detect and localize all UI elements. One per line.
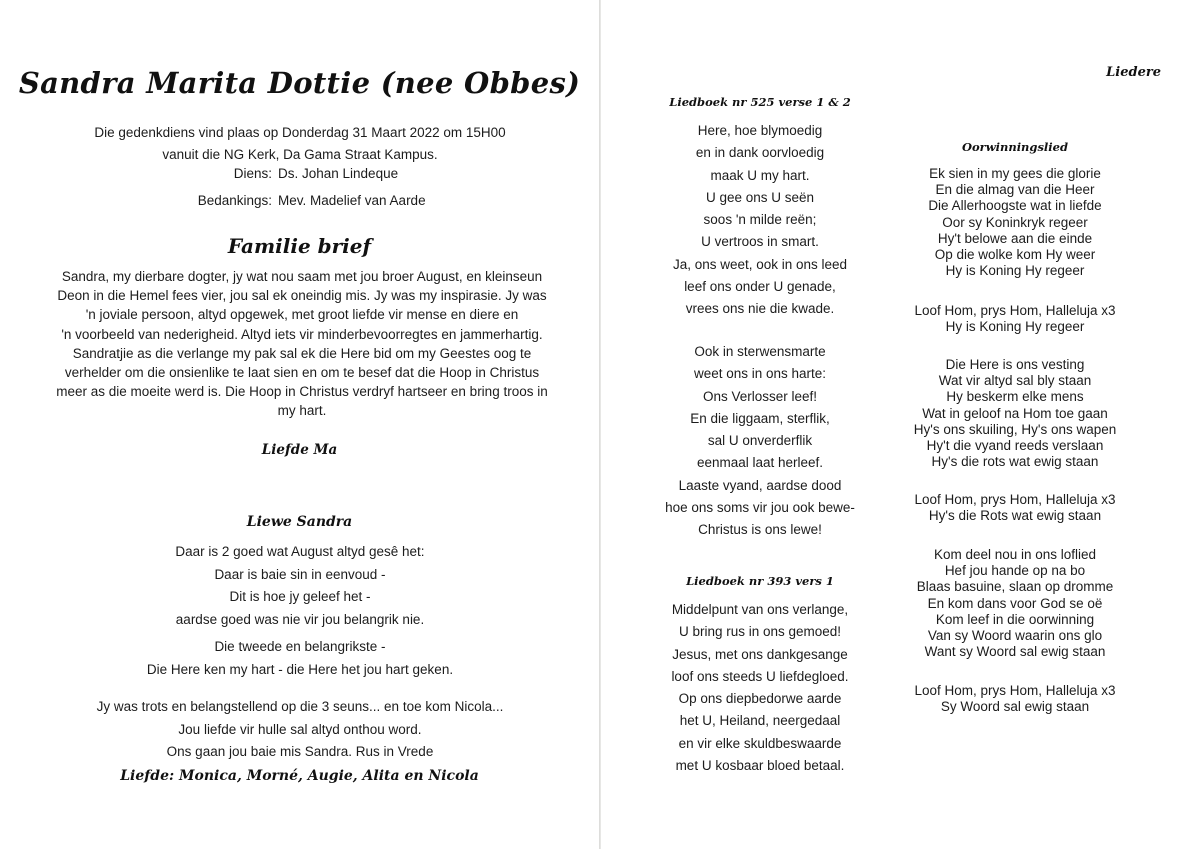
tribute-line: Jou liefde vir hulle sal altyd onthou word.	[178, 721, 422, 737]
lyric-line: Hy's die rots wat ewig staan	[931, 454, 1099, 470]
lyric-line: met U kosbaar bloed betaal.	[675, 758, 845, 774]
tribute-line: Ons gaan jou baie mis Sandra. Rus in Vrede	[166, 744, 434, 759]
lyric-line: Kom leef in die oorwinning	[935, 611, 1095, 627]
brief-line: 'n voorbeeld van nederigheid. Altyd iets vir minderbevoorregtes en jammerhartig.	[61, 326, 543, 342]
brief-line: Deon in die Hemel fees vier, jou sal ek oneindig mis. Jy was my inspirasie. Jy was	[57, 288, 547, 304]
lyric-line: Sy Woord sal ewig staan	[940, 699, 1090, 715]
lyric-line: Hy't die vyand reeds verslaan	[926, 437, 1104, 453]
lyric-line: Wat vir altyd sal bly staan	[938, 373, 1092, 389]
lyric-line: Loof Hom, prys Hom, Halleluja x3	[914, 303, 1116, 318]
lyric-line: leef ons onder U genade,	[684, 279, 836, 295]
tribute-block-1	[60, 541, 540, 631]
lyric-line: Ek sien in my gees die glorie	[929, 166, 1101, 181]
lyric-line: maak U my hart.	[710, 167, 810, 183]
lyric-line: En die almag van die Heer	[935, 182, 1095, 198]
lyric-line: Op die wolke kom Hy weer	[934, 246, 1096, 262]
lyric-line: Loof Hom, prys Hom, Halleluja x3	[914, 683, 1116, 698]
oorwinningslied-chorus-1	[895, 303, 1135, 335]
lyric-line: Want sy Woord sal ewig staan	[924, 644, 1106, 660]
tribute-line: Daar is 2 goed wat August altyd gesê het:	[175, 544, 425, 559]
lyric-line: soos 'n milde reën;	[703, 212, 817, 228]
lied-393-heading: Liedboek nr 393 vers 1	[686, 574, 834, 588]
familie-brief-text	[50, 267, 554, 421]
tribute-line: Jy was trots en belangstellend op die 3 seuns... en toe kom Nicola...	[96, 699, 504, 714]
lyric-line: Ja, ons weet, ook in ons leed	[672, 256, 848, 272]
service-intro	[60, 122, 540, 166]
lyric-line: Van sy Woord waarin ons glo	[927, 627, 1103, 643]
liedere-heading: Liedere	[1106, 65, 1161, 80]
bedankings-row	[60, 193, 540, 208]
lyric-line: U vertroos in smart.	[701, 234, 819, 250]
brief-line: verhelder om die onsienlike te laat sien en om te besef dat die Hoop in Christus	[64, 365, 540, 381]
lyric-line: het U, Heiland, neergedaal	[679, 713, 841, 729]
intro-line: Die gedenkdiens vind plaas op Donderdag 31 Maart 2022 om 15H00	[94, 125, 506, 140]
oorwinningslied-heading: Oorwinningslied	[961, 140, 1069, 154]
brief-line: Sandratjie as die verlange my pak sal ek die Here bid om my Geestes oog te	[72, 345, 532, 361]
lyric-line: Hef jou hande op na bo	[944, 563, 1086, 579]
lyric-line: en in dank oorvloedig	[695, 145, 825, 161]
bedankings-value: Mev. Madelief van Aarde	[278, 193, 426, 208]
bedankings-label: Bedankings:	[197, 193, 272, 208]
lied-525-verse-2	[660, 341, 860, 542]
lyric-line: Hy is Koning Hy regeer	[945, 319, 1085, 335]
tribute-block-2	[60, 636, 540, 681]
lyric-line: Hy is Koning Hy regeer	[945, 263, 1085, 279]
lyric-line: Hy's ons skuiling, Hy's ons wapen	[913, 421, 1117, 437]
lyric-line: Kom deel nou in ons loflied	[933, 547, 1097, 562]
lyric-line: Oor sy Koninkryk regeer	[942, 214, 1088, 230]
oorwinningslied-chorus-3	[895, 683, 1135, 715]
liewe-sandra-heading: Liewe Sandra	[246, 514, 353, 530]
oorwinningslied-verse-3	[895, 547, 1135, 660]
lied-525-heading: Liedboek nr 525 verse 1 & 2	[669, 95, 851, 109]
lyric-line: En kom dans voor God se oë	[927, 595, 1103, 611]
lyric-line: Ons Verlosser leef!	[702, 388, 818, 404]
lied-525-verse-1	[660, 120, 860, 321]
tribute-line: Die tweede en belangrikste -	[214, 639, 386, 654]
lyric-line: hoe ons soms vir jou ook bewe-	[665, 500, 855, 516]
oorwinningslied-verse-1	[895, 166, 1135, 279]
lyric-line: weet ons in ons harte:	[693, 366, 827, 382]
lyric-line: sal U onverderflik	[707, 433, 813, 449]
tribute-line: aardse goed was nie vir jou belangrik nie.	[175, 611, 425, 627]
lyric-line: Christus is ons lewe!	[698, 522, 822, 538]
brief-line: my hart.	[277, 403, 327, 419]
lyric-line: loof ons steeds U liefdegloed.	[671, 668, 849, 684]
diens-label: Diens:	[233, 166, 272, 181]
lyric-line: Blaas basuine, slaan op dromme	[916, 579, 1114, 595]
oorwinningslied-chorus-2	[895, 492, 1135, 524]
tribute-line: Dit is hoe jy geleef het -	[229, 589, 371, 604]
lyric-line: En die liggaam, sterflik,	[690, 410, 830, 426]
lyric-line: U bring rus in ons gemoed!	[678, 624, 842, 640]
brief-line: 'n joviale persoon, altyd opgewek, met groot liefde vir mense en diere en	[85, 307, 519, 323]
tribute-line: Die Here ken my hart - die Here het jou hart geken.	[146, 661, 454, 677]
lyric-line: Laaste vyand, aardse dood	[678, 477, 842, 493]
lyric-line: vrees ons nie die kwade.	[685, 301, 835, 317]
lyric-line: Op ons diepbedorwe aarde	[678, 691, 842, 707]
lyric-line: en vir elke skuldbeswaarde	[678, 735, 842, 751]
tribute-line: Daar is baie sin in eenvoud -	[214, 566, 386, 582]
lyric-line: Wat in geloof na Hom toe gaan	[922, 405, 1108, 421]
lyric-line: Die Allerhoogste wat in liefde	[928, 198, 1102, 214]
lied-393-verse	[660, 599, 860, 777]
lyric-line: Hy't belowe aan die einde	[937, 230, 1093, 246]
lyric-line: Middelpunt van ons verlange,	[671, 602, 849, 617]
lyric-line: Die Here is ons vesting	[945, 357, 1085, 372]
lyric-line: Loof Hom, prys Hom, Halleluja x3	[914, 492, 1116, 507]
liefde-ma-signature: Liefde Ma	[261, 442, 338, 458]
lyric-line: Hy beskerm elke mens	[946, 389, 1084, 405]
oorwinningslied-verse-2	[895, 357, 1135, 470]
lyric-line: eenmaal laat herleef.	[696, 455, 824, 471]
brief-line: Sandra, my dierbare dogter, jy wat nou saam met jou broer August, en kleinseun	[61, 269, 543, 284]
brief-line: meer as die moeite werd is. Die Hoop in Christus verdryf hartseer en bring troos in	[56, 384, 548, 400]
intro-line: vanuit die NG Kerk, Da Gama Straat Kampus.	[162, 147, 438, 162]
deceased-name: Sandra Marita Dottie (nee Obbes)	[18, 66, 581, 100]
familie-brief-heading: Familie brief	[227, 234, 372, 258]
lyric-line: U gee ons U seën	[705, 189, 815, 205]
lyric-line: Hy's die Rots wat ewig staan	[928, 508, 1102, 524]
diens-value: Ds. Johan Lindeque	[278, 166, 399, 181]
tribute-block-3	[60, 696, 540, 764]
diens-row	[60, 166, 540, 181]
lyric-line: Jesus, met ons dankgesange	[672, 646, 848, 662]
lyric-line: Ook in sterwensmarte	[694, 344, 826, 359]
family-signature: Liefde: Monica, Morné, Augie, Alita en Nicola	[120, 768, 479, 784]
lyric-line: Here, hoe blymoedig	[697, 123, 823, 138]
